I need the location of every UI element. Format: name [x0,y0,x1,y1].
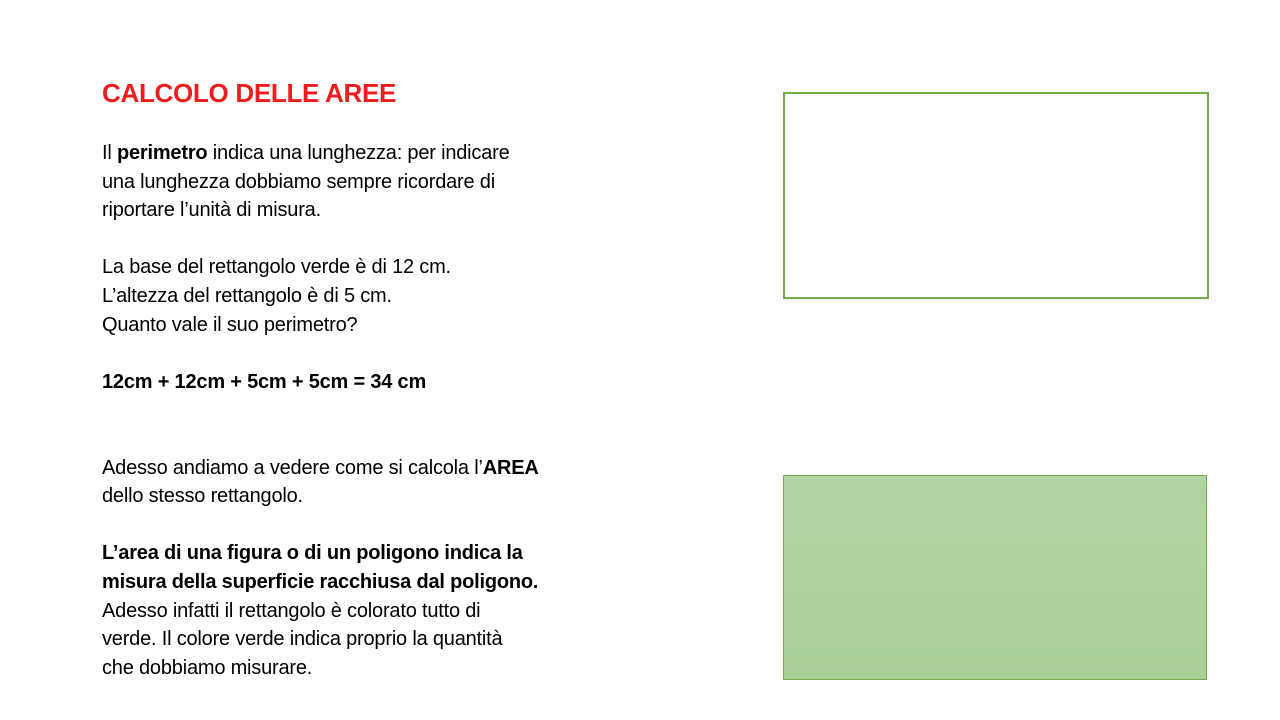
base-line: La base del rettangolo verde è di 12 cm. [102,256,451,279]
question-line: Quanto vale il suo perimetro? [102,313,358,336]
explanation-line-2: verde. Il colore verde indica proprio la quantità [102,628,503,651]
spacer [102,396,622,453]
text-body [102,139,622,682]
perimeter-line-2: una lunghezza dobbiamo sempre ricordare di [102,170,495,193]
spacer [102,225,622,254]
perimeter-formula: 12cm + 12cm + 5cm + 5cm = 34 cm [102,370,427,393]
area-definition-line-1: L’area di una figura o di un poligono indica la [102,542,523,565]
slide-title: CALCOLO DELLE AREE [102,78,397,108]
spacer [102,511,622,540]
perimeter-line-3: riportare l’unità di misura. [102,199,321,222]
area-keyword: AREA [482,456,539,479]
explanation-line-3: che dobbiamo misurare. [102,656,313,679]
perimeter-line-1-rest: indica una lunghezza: per indicare [207,142,510,164]
area-definition-line-2: misura della superficie racchiusa dal poligono. [102,570,539,593]
area-intro-line-1 [102,454,622,483]
height-line: L’altezza del rettangolo è di 5 cm. [102,284,392,307]
perimeter-line-1-pre: Il [102,142,117,164]
explanation-line-1: Adesso infatti il rettangolo è colorato tutto di [102,599,481,622]
outlined-rectangle [783,92,1209,299]
perimeter-line-1 [102,139,622,168]
area-intro-pre: Adesso andiamo a vedere come si calcola l’ [102,456,483,479]
filled-rectangle [783,475,1207,680]
area-intro-line-2: dello stesso rettangolo. [102,485,303,508]
perimeter-keyword: perimetro [116,142,208,164]
spacer [102,339,622,368]
